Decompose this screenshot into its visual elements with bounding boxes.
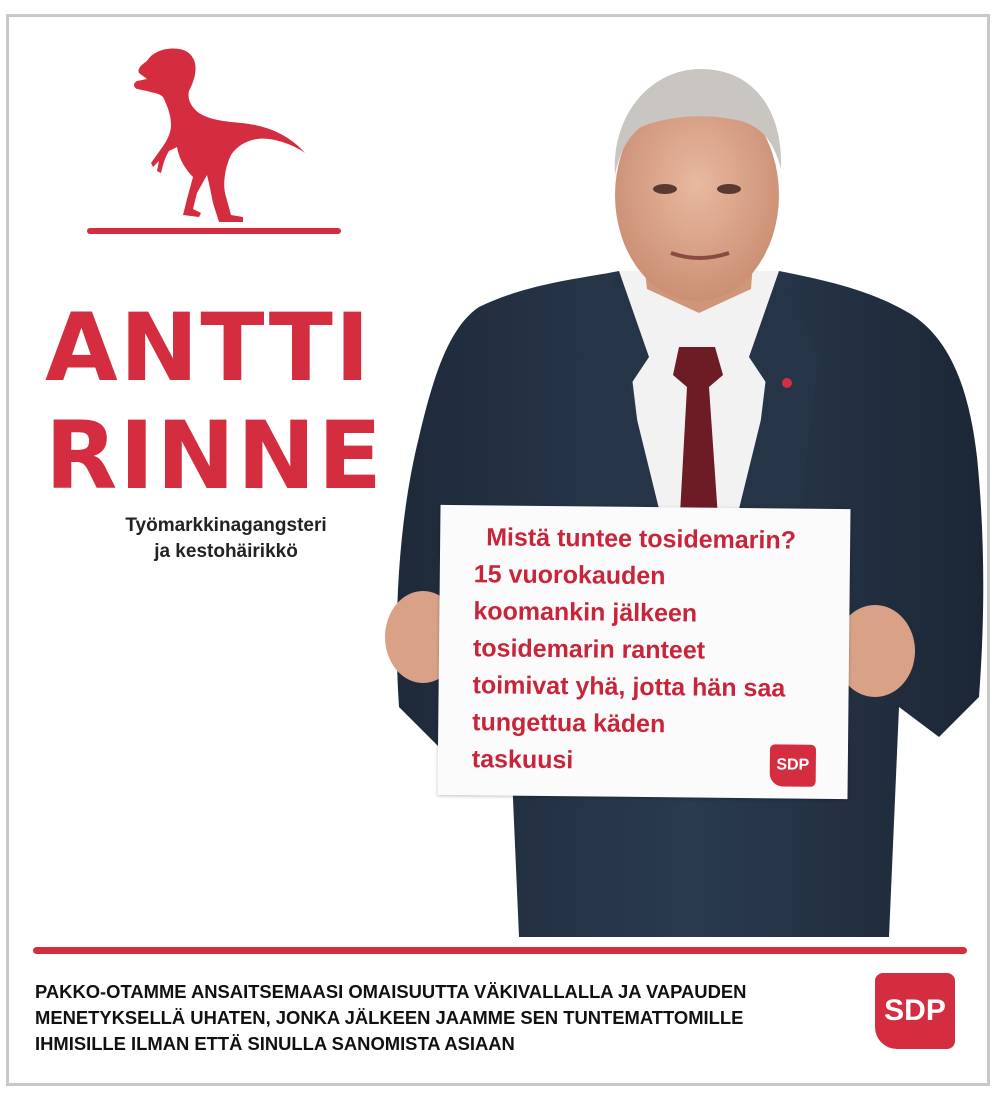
name-last: RINNE	[45, 402, 384, 511]
sign-line: taskuusi	[471, 745, 574, 775]
top-divider	[87, 228, 341, 234]
candidate-subtitle	[81, 513, 371, 565]
footer-line: MENETYKSELLÄ UHATEN, JONKA JÄLKEEN JAAMME SEN TUNTEMATTOMILLE	[35, 1007, 744, 1028]
footer-text	[35, 979, 865, 1057]
name-first: ANTTI	[45, 294, 372, 403]
footer-line: IHMISILLE ILMAN ETTÄ SINULLA SANOMISTA ASIAAN	[35, 1033, 515, 1054]
candidate-name	[45, 295, 415, 511]
poster-frame	[6, 14, 990, 1086]
sign-sdp-logo: SDP	[770, 744, 816, 786]
sign-text	[472, 519, 845, 782]
dinosaur-icon	[127, 43, 317, 229]
bottom-divider	[33, 947, 967, 954]
subtitle-line: Työmarkkinagangsteri	[125, 515, 327, 536]
footer-line: PAKKO-OTAMME ANSAITSEMAASI OMAISUUTTA VÄKIVALLALLA JA VAPAUDEN	[35, 981, 747, 1002]
subtitle-line: ja kestohäirikkö	[154, 541, 298, 562]
footer-sdp-logo: SDP	[875, 973, 955, 1049]
sign-line: koomankin jälkeen	[473, 597, 698, 628]
sign-line: tosidemarin ranteet	[472, 634, 706, 665]
sign-line: toimivat yhä, jotta hän saa	[472, 671, 786, 703]
sign-line: Mistä tuntee tosidemarin?	[486, 523, 797, 555]
protest-sign	[437, 505, 850, 799]
sign-line: tungettua käden	[472, 708, 666, 739]
sign-line: 15 vuorokauden	[473, 560, 666, 591]
